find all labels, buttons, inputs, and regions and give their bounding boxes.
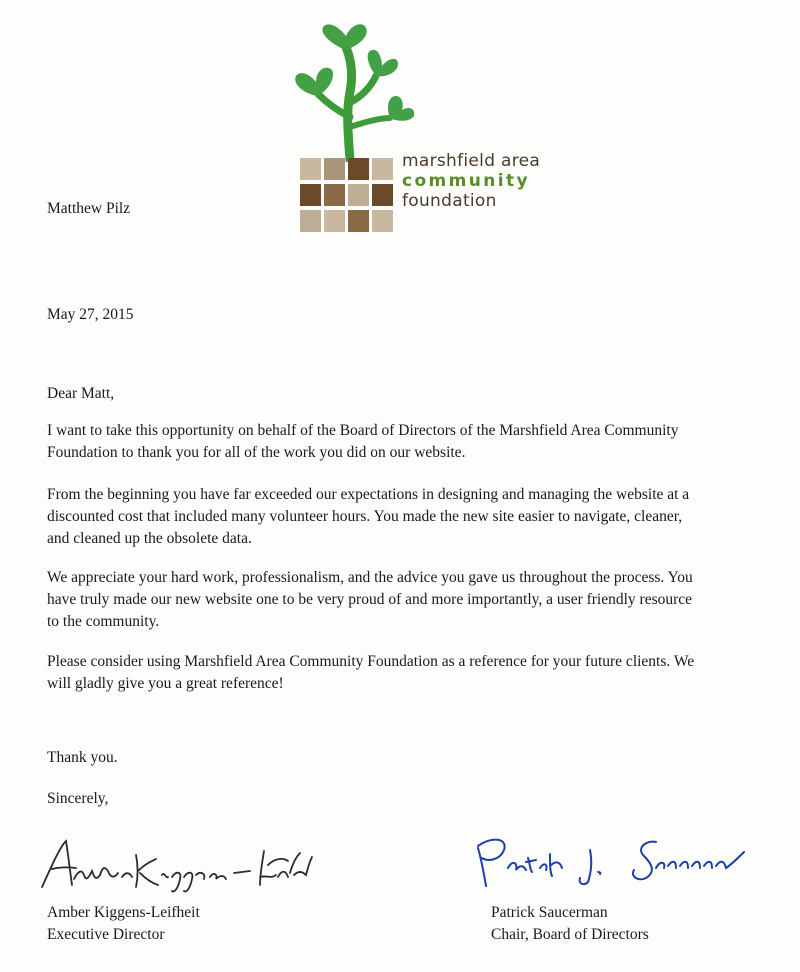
signer-2-title: Chair, Board of Directors (491, 926, 649, 943)
paragraph-line: and cleaned up the obsolete data. (47, 530, 252, 547)
paragraph-line: Please consider using Marshfield Area Community Foundation as a reference for your future clients. We (47, 653, 695, 670)
salutation: Dear Matt, (47, 385, 115, 402)
paragraph-line: to the community. (47, 613, 160, 630)
tree-logo-icon (290, 22, 420, 162)
paragraph-1 (47, 420, 767, 464)
paragraph-line: I want to take this opportunity on behalf of the Board of Directors of the Marshfield Area Community (47, 422, 679, 439)
signer-1-title: Executive Director (47, 926, 165, 943)
paragraph-line: We appreciate your hard work, professionalism, and the advice you gave us throughout the process. You (47, 569, 693, 586)
tile-grid-icon (300, 158, 396, 234)
logo-line-3: foundation (402, 191, 497, 211)
closing-line: Sincerely, (47, 790, 109, 807)
recipient-name: Matthew Pilz (47, 200, 131, 217)
logo-line-1: marshfield area (402, 151, 541, 171)
foundation-logo (290, 22, 580, 222)
thank-you-line: Thank you. (47, 749, 118, 766)
signature-amber-icon (38, 835, 318, 895)
paragraph-3 (47, 567, 767, 633)
signer-2-name: Patrick Saucerman (491, 904, 608, 921)
paragraph-line: discounted cost that included many volunteer hours. You made the new site easier to navigate, cleaner, (47, 508, 683, 525)
signer-1-name: Amber Kiggens-Leifheit (47, 904, 200, 921)
signature-patrick-icon (470, 828, 750, 890)
paragraph-4 (47, 651, 767, 695)
letter-date: May 27, 2015 (47, 306, 134, 323)
paragraph-line: will gladly give you a great reference! (47, 675, 284, 692)
logo-line-2: community (402, 171, 531, 191)
paragraph-line: Foundation to thank you for all of the work you did on our website. (47, 444, 466, 461)
logo-wordmark (402, 151, 540, 211)
paragraph-2 (47, 484, 767, 550)
paragraph-line: From the beginning you have far exceeded our expectations in designing and managing the website at a (47, 486, 690, 503)
paragraph-line: have truly made our new website one to be very proud of and more importantly, a user friendly resource (47, 591, 693, 608)
